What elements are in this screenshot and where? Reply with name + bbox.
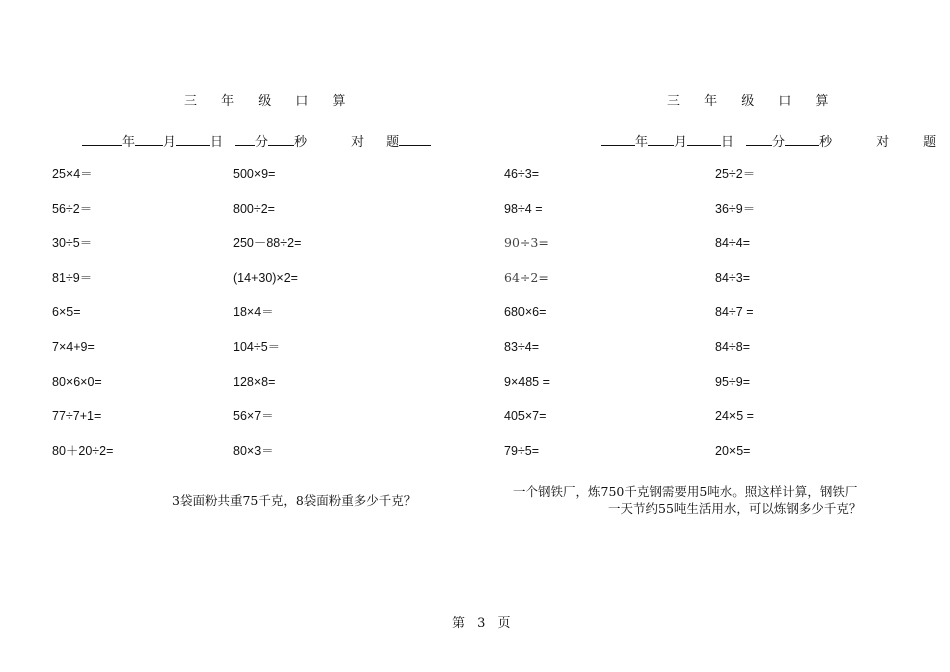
exercise: 84÷8= xyxy=(715,339,751,354)
correct-label: 对 xyxy=(351,135,365,150)
exercise: 500×9= xyxy=(233,167,276,181)
exercise: 64÷2= xyxy=(504,269,549,285)
right-worksheet xyxy=(475,0,950,600)
word-problem-line-1: 一个钢铁厂，炼750千克钢需要用5吨水。照这样计算，钢铁厂 xyxy=(513,484,858,499)
questions-label: 题 xyxy=(923,135,937,150)
second-blank xyxy=(268,133,294,146)
exercise: 24×5 = xyxy=(715,409,754,424)
day-label: 日 xyxy=(210,135,224,150)
exercise: 250－88÷2= xyxy=(233,236,302,251)
word-problem: 3袋面粉共重75千克，8袋面粉重多少千克？ xyxy=(172,493,417,508)
worksheet-title: 三 年 级 口 算 xyxy=(667,94,839,109)
exercise: 18×4＝ xyxy=(233,305,274,320)
month-label: 月 xyxy=(674,135,688,150)
second-label: 秒 xyxy=(294,135,308,150)
exercise: 800÷2= xyxy=(233,201,275,216)
exercise: 36÷9＝ xyxy=(715,201,756,216)
day-blank xyxy=(687,133,721,146)
day-blank xyxy=(176,133,210,146)
year-label: 年 xyxy=(635,135,649,150)
exercise: 9×485 = xyxy=(504,374,550,389)
exercise: 84÷3= xyxy=(715,270,751,285)
exercise: 680×6= xyxy=(504,305,547,320)
minute-label: 分 xyxy=(255,135,269,150)
exercise: 77÷7+1= xyxy=(52,409,102,424)
day-label: 日 xyxy=(721,135,735,150)
exercise: 98÷4 = xyxy=(504,201,543,216)
worksheet-title: 三 年 级 口 算 xyxy=(184,94,356,109)
exercise: 84÷7 = xyxy=(715,305,754,320)
exercise: 80×3＝ xyxy=(233,443,274,458)
exercise-column-1 xyxy=(504,160,550,471)
exercise: 80×6×0= xyxy=(52,374,102,389)
exercise: (14+30)×2= xyxy=(233,270,298,285)
page-number: 第 3 页 xyxy=(452,616,515,631)
year-blank xyxy=(601,133,635,146)
questions-label: 题 xyxy=(386,135,400,150)
exercise: 80＋20÷2= xyxy=(52,443,114,458)
exercise: 56÷2＝ xyxy=(52,201,93,216)
exercise: 79÷5= xyxy=(504,443,540,458)
exercise-column-2 xyxy=(233,160,301,471)
month-blank xyxy=(135,133,163,146)
minute-blank xyxy=(235,133,255,146)
exercise: 128×8= xyxy=(233,374,276,389)
word-problem-line-2: 一天节约55吨生活用水，可以炼钢多少千克？ xyxy=(608,501,862,516)
exercise: 104÷5＝ xyxy=(233,339,281,354)
year-blank xyxy=(82,133,122,146)
exercise: 46÷3= xyxy=(504,167,540,181)
exercise: 6×5= xyxy=(52,305,81,320)
date-line xyxy=(82,131,431,150)
score-blank xyxy=(399,133,431,146)
exercise-column-2 xyxy=(715,160,755,471)
month-blank xyxy=(648,133,674,146)
exercise: 7×4+9= xyxy=(52,339,95,354)
exercise: 84÷4= xyxy=(715,236,751,251)
correct-label: 对 xyxy=(876,135,890,150)
exercise-column-1 xyxy=(52,160,113,471)
minute-label: 分 xyxy=(772,135,786,150)
month-label: 月 xyxy=(163,135,177,150)
exercise: 81÷9＝ xyxy=(52,270,93,285)
exercise: 95÷9= xyxy=(715,374,751,389)
exercise: 405×7= xyxy=(504,409,547,424)
exercise: 25÷2＝ xyxy=(715,167,756,181)
year-label: 年 xyxy=(122,135,136,150)
exercise: 20×5= xyxy=(715,443,751,458)
exercise: 56×7＝ xyxy=(233,409,274,424)
exercise: 83÷4= xyxy=(504,339,540,354)
exercise: 90÷3= xyxy=(504,235,549,251)
date-line xyxy=(601,131,936,150)
second-blank xyxy=(785,133,819,146)
left-worksheet xyxy=(0,0,475,600)
minute-blank xyxy=(746,133,772,146)
second-label: 秒 xyxy=(819,135,833,150)
exercise: 30÷5＝ xyxy=(52,236,93,251)
exercise: 25×4＝ xyxy=(52,167,93,181)
